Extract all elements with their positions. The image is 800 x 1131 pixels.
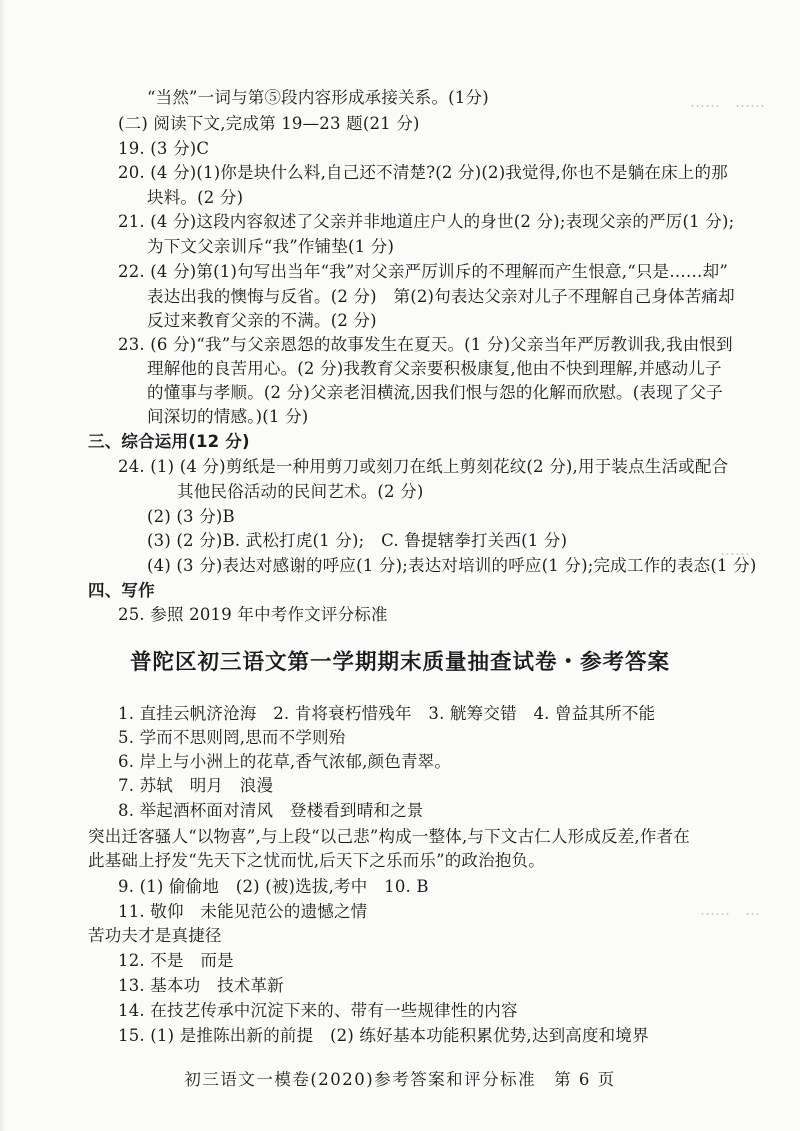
answer-22: 22. (4 分)第(1)句写出当年“我”对父亲严厉训斥的不理解而产生恨意,“只是……却”	[118, 262, 728, 281]
answer-8: 8. 举起酒杯面对清风 登楼看到晴和之景	[118, 801, 424, 820]
answer-19: 19. (3 分)C	[118, 139, 210, 158]
answer-9-10: 9. (1) 偷偷地 (2) (被)选拔,考中 10. B	[118, 877, 429, 896]
answer-20: 20. (4 分)(1)你是块什么料,自己还不清楚?(2 分)(2)我觉得,你也不是躺在床上的那	[118, 163, 728, 182]
answer-8-explanation-cont: 此基础上抒发“先天下之忧而忧,后天下之乐而乐”的政治抱负。	[88, 851, 545, 870]
bleed-through-mark: …… …	[700, 901, 761, 919]
answer-24-2: (2) (3 分)B	[147, 507, 235, 526]
answer-5: 5. 学而不思则罔,思而不学则殆	[118, 728, 346, 747]
answer-13: 13. 基本功 技术革新	[118, 976, 284, 995]
bleed-through-mark: ……	[720, 541, 750, 559]
page-title: 普陀区初三语文第一学期期末质量抽查试卷・参考答案	[129, 650, 670, 675]
answer-11-cont: 苦功夫才是真捷径	[88, 926, 222, 945]
answer-24-3: (3) (2 分)B. 武松打虎(1 分); C. 鲁提辖拳打关西(1 分)	[147, 531, 568, 550]
answer-25: 25. 参照 2019 年中考作文评分标准	[118, 605, 388, 624]
section-3-heading: 三、综合运用(12 分)	[88, 432, 250, 451]
scan-edge-shadow	[0, 0, 6, 1131]
answer-24-1-cont: 其他民俗活动的民间艺术。(2 分)	[177, 482, 424, 501]
answer-23-cont-2: 的懂事与孝顺。(2 分)父亲老泪横流,因我们恨与怨的化解而欣慰。(表现了父子	[147, 383, 723, 402]
answer-23-cont-1: 理解他的良苦用心。(2 分)我教育父亲要积极康复,他由不快到理解,并感动儿子	[147, 359, 722, 378]
answer-12: 12. 不是 而是	[118, 951, 234, 970]
answer-24-1: 24. (1) (4 分)剪纸是一种用剪刀或刻刀在纸上剪刻花纹(2 分),用于装点生活或配合	[118, 457, 729, 476]
answer-23-cont-3: 间深切的情感。)(1 分)	[147, 407, 309, 426]
answer-11: 11. 敬仰 未能见范公的遗憾之情	[118, 902, 368, 921]
section-2-reading-heading: (二) 阅读下文,完成第 19—23 题(21 分)	[118, 114, 420, 133]
answer-14: 14. 在技艺传承中沉淀下来的、带有一些规律性的内容	[118, 1001, 518, 1020]
answer-21: 21. (4 分)这段内容叙述了父亲并非地道庄户人的身世(2 分);表现父亲的严厉(1 分);	[118, 212, 735, 231]
answer-22-cont-1: 表达出我的懊悔与反省。(2 分) 第(2)句表达父亲对儿子不理解自己身体苦痛却	[147, 287, 735, 306]
section-4-heading: 四、写作	[88, 581, 155, 600]
answer-line-18-note: “当然”一词与第⑤段内容形成承接关系。(1分)	[147, 88, 489, 107]
answer-15: 15. (1) 是推陈出新的前提 (2) 练好基本功能积累优势,达到高度和境界	[118, 1026, 649, 1045]
answer-22-cont-2: 反过来教育父亲的不满。(2 分)	[147, 311, 377, 330]
answer-21-cont: 为下文父亲训斥“我”作铺垫(1 分)	[147, 237, 395, 256]
answer-20-cont: 块料。(2 分)	[147, 188, 244, 207]
page-footer: 初三语文一模卷(2020)参考答案和评分标准 第 6 页	[184, 1070, 616, 1089]
answer-8-explanation: 突出迁客骚人“以物喜”,与上段“以己悲”构成一整体,与下文古仁人形成反差,作者在	[88, 827, 690, 846]
answer-24-4: (4) (3 分)表达对感谢的呼应(1 分);表达对培训的呼应(1 分);完成工作的表态(1 分)	[147, 556, 757, 575]
answer-1-4: 1. 直挂云帆济沧海 2. 肯将衰朽惜残年 3. 觥筹交错 4. 曾益其所不能	[118, 704, 656, 723]
bleed-through-mark: …… ……	[690, 93, 766, 111]
answer-23: 23. (6 分)“我”与父亲恩怨的故事发生在夏天。(1 分)父亲当年严厉教训我,我由恨到	[118, 335, 733, 354]
answer-7: 7. 苏轼 明月 浪漫	[118, 776, 274, 795]
answer-6: 6. 岸上与小洲上的花草,香气浓郁,颜色青翠。	[118, 752, 452, 771]
